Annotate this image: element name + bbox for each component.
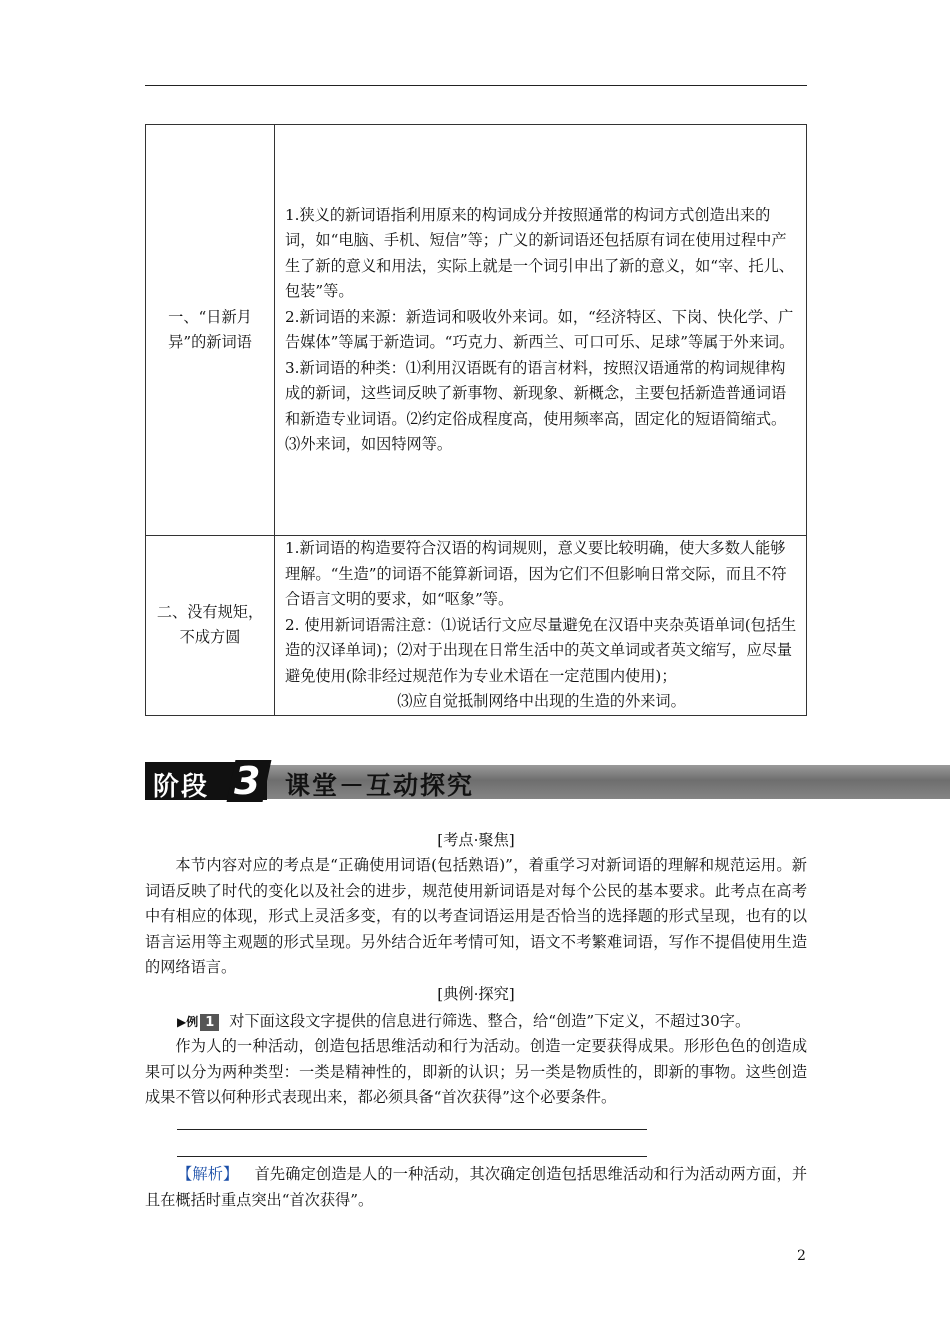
answer-line	[177, 1156, 647, 1157]
table-row	[146, 125, 807, 536]
stage-title: 课堂－互动探究	[285, 771, 475, 800]
example-number: 1	[200, 1014, 219, 1031]
analysis-text: 首先确定创造是人的一种活动，其次确定创造包括思维活动和行为活动两方面，并且在概括时重点突出“首次获得”。	[145, 1165, 808, 1209]
header-rule	[145, 85, 807, 86]
example-question-text: 对下面这段文字提供的信息进行筛选、整合，给“创造”下定义，不超过30字。	[229, 1012, 751, 1030]
content-paragraph: 2. 使用新词语需注意：⑴说话行文应尽量避免在汉语中夹杂英语单词(包括生造的汉译单词)；⑵对于出现在日常生活中的英文单词或者英文缩写，应尽量避免使用(除非经过规范作为专业术语在一定范围内使用)；	[285, 615, 797, 685]
stage-banner	[145, 759, 950, 803]
stage-label: 阶段	[153, 772, 210, 802]
table-content-cell	[275, 536, 807, 716]
example-passage: 作为人的一种活动，创造包括思维活动和行为活动。创造一定要获得成果。形形色色的创造成果可以分为两种类型：一类是精神性的，即新的认识；另一类是物质性的，即新的事物。这些创造成果不管以何种形式表现出来，都必须具备“首次获得”这个必要条件。	[145, 1037, 807, 1106]
table-content-cell	[275, 125, 807, 536]
content-paragraph: 1.狭义的新词语指利用原来的构词成分并按照通常的构词方式创造出来的词，如“电脑、手机、短信”等；广义的新词语还包括原有词在使用过程中产生了新的意义和用法，实际上就是一个词引申出了新的意义，如“宰、托儿、包装”等。	[285, 205, 794, 300]
table-topic-cell: 一、“日新月异”的新词语	[146, 125, 275, 536]
analysis-tag: 【解析】	[177, 1165, 239, 1183]
kaodian-heading: [考点·聚焦]	[437, 831, 515, 849]
page-number: 2	[797, 1248, 806, 1264]
content-paragraph: 1.新词语的构造要符合汉语的构词规则，意义要比较明确，使大多数人能够理解。“生造”的词语不能算新词语，因为它们不但影响日常交际，而且不符合语言文明的要求，如“呕象”等。	[285, 539, 787, 608]
table-topic-cell: 二、没有规矩，不成方圆	[146, 536, 275, 716]
content-paragraph: 3.新词语的种类：⑴利用汉语既有的语言材料，按照汉语通常的构词规律构成的新词，这些词反映了新事物、新现象、新概念，主要包括新造普通词语和新造专业词语。⑵约定俗成程度高，使用频率高，固定化的短语简缩式。⑶外来词，如因特网等。	[285, 358, 787, 453]
content-paragraph: 2.新词语的来源：新造词和吸收外来词。如，“经济特区、下岗、快化学、广告媒体”等属于新造词。“巧克力、新西兰、可口可乐、足球”等属于外来词。	[285, 307, 795, 351]
stage-number: 3	[234, 759, 261, 803]
example-question	[145, 1009, 807, 1036]
example-marker-icon: ▶例	[177, 1015, 199, 1029]
analysis-paragraph	[145, 1162, 807, 1213]
content-paragraph: ⑶应自觉抵制网络中出现的生造的外来词。	[397, 692, 686, 710]
answer-line	[177, 1129, 647, 1130]
knowledge-table	[145, 124, 807, 716]
kaodian-paragraph: 本节内容对应的考点是“正确使用词语(包括熟语)”，着重学习对新词语的理解和规范运用。新词语反映了时代的变化以及社会的进步，规范使用新词语是对每个公民的基本要求。此考点在高考中有相应的体现，形式上灵活多变，有的以考查词语运用是否恰当的选择题的形式呈现，也有的以语言运用等主观题的形式呈现。另外结合近年考情可知，语文不考繁难词语，写作不提倡使用生造的网络语言。	[145, 856, 807, 976]
dianli-heading: [典例·探究]	[437, 985, 515, 1003]
table-row	[146, 536, 807, 716]
